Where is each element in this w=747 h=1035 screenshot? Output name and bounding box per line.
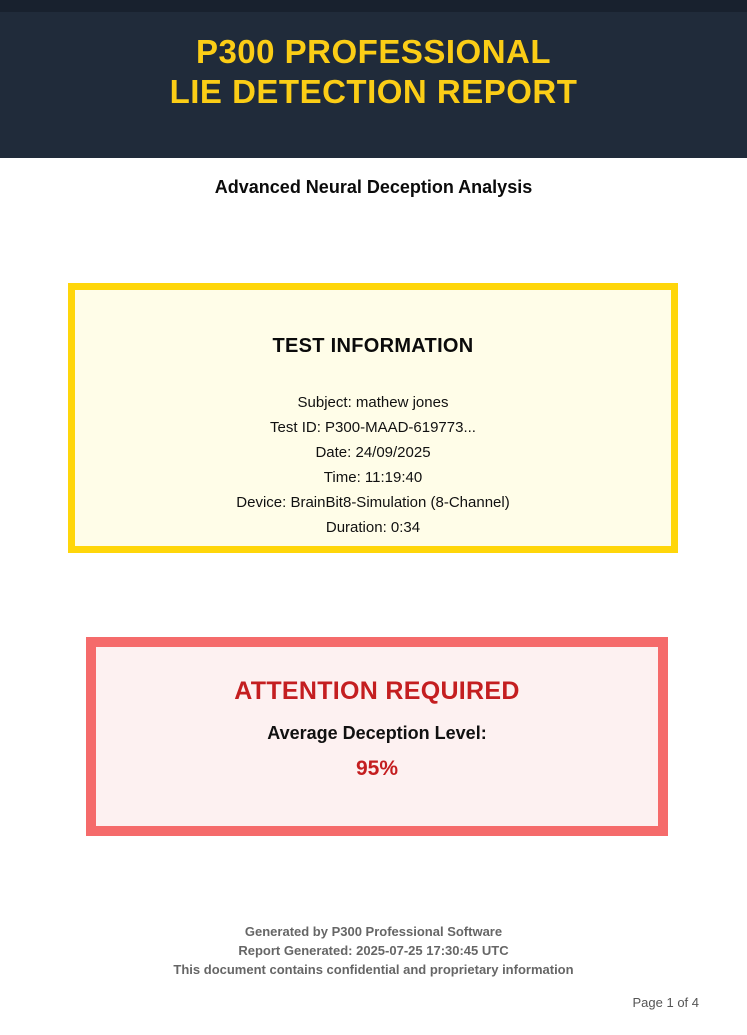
- report-subtitle: Advanced Neural Deception Analysis: [214, 177, 533, 197]
- page-number: Page 1 of 4: [632, 995, 699, 1010]
- test-information-rows: [75, 390, 671, 540]
- info-row-device: Device: BrainBit8-Simulation (8-Channel): [236, 494, 510, 511]
- footer-report-generated: Report Generated: 2025-07-25 17:30:45 UTC: [238, 943, 509, 958]
- attention-title: ATTENTION REQUIRED: [234, 677, 520, 705]
- report-title-line1: P300 PROFESSIONAL: [195, 33, 552, 70]
- report-footer: [0, 922, 747, 979]
- info-row-duration: Duration: 0:34: [325, 519, 421, 536]
- test-information-title: TEST INFORMATION: [272, 335, 474, 357]
- info-row-test-id: Test ID: P300-MAAD-619773...: [270, 419, 476, 436]
- deception-level-value: 95%: [355, 757, 399, 780]
- banner-top-strip: [0, 0, 747, 12]
- info-row-subject: Subject: mathew jones: [297, 394, 449, 411]
- deception-level-label: Average Deception Level:: [267, 723, 487, 743]
- report-title: [0, 32, 747, 112]
- info-row-time: Time: 11:19:40: [323, 469, 423, 486]
- footer-confidential-notice: This document contains confidential and proprietary information: [173, 962, 574, 977]
- report-title-line2: LIE DETECTION REPORT: [169, 73, 578, 110]
- report-header-banner: [0, 0, 747, 158]
- footer-generated-by: Generated by P300 Professional Software: [244, 924, 503, 939]
- test-information-box: [68, 283, 678, 553]
- info-row-date: Date: 24/09/2025: [315, 444, 431, 461]
- attention-required-box: [86, 637, 668, 836]
